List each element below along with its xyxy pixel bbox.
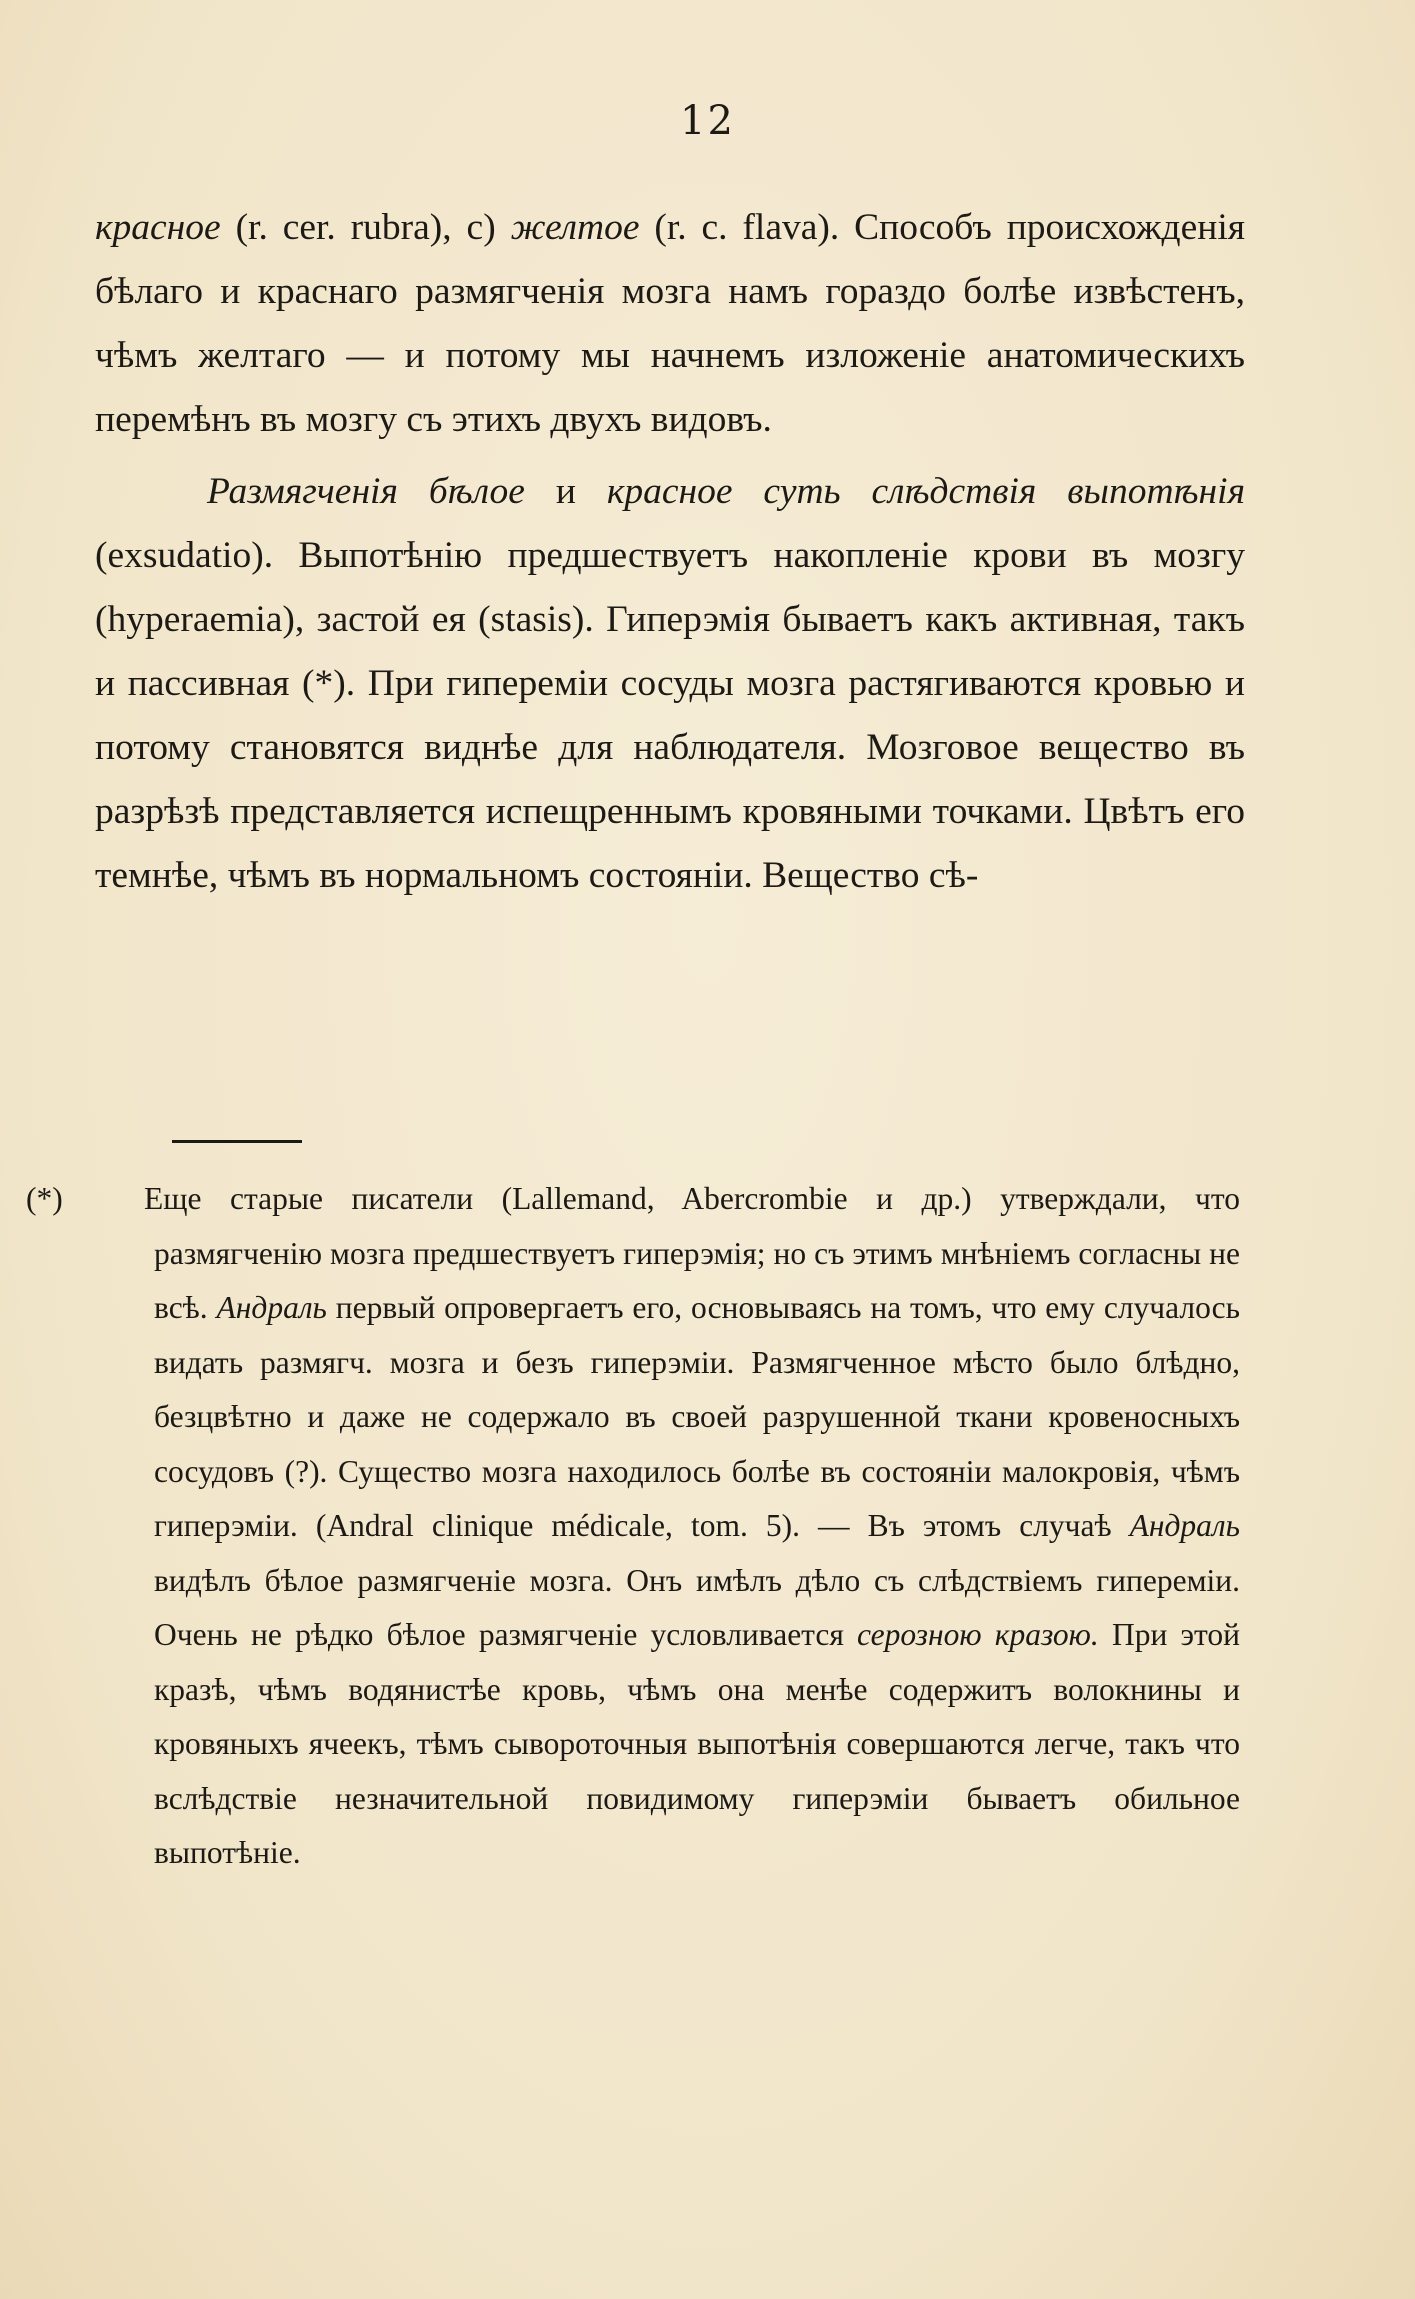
paragraph-2 <box>95 460 1245 908</box>
text-run: (r. cer. rubra), c) <box>220 207 511 248</box>
italic-term: серозною кразою. <box>857 1617 1099 1652</box>
italic-term: красное суть слѣдствія выпотѣнія <box>606 471 1246 512</box>
text-run: (exsudatio). Выпотѣнію предшествуетъ накопленіе крови въ мозгу (hyperaemia), застой ея (stasis). Гиперэмія бываетъ какъ активная, такъ и пассивная (*). При гипереміи сосуды мозга растягиваются кровью и потому становятся виднѣе для наблюдателя. Мозговое вещество въ разрѣзѣ представляется испещреннымъ кровяными точками. Цвѣтъ его темнѣе, чѣмъ въ нормальномъ состояніи. Вещество сѣ- <box>95 535 1245 896</box>
italic-term: желтое <box>510 207 640 248</box>
text-run: (r. c. flava). Способъ происхожденія бѣлаго и краснаго размягченія мозга намъ гораздо болѣе извѣстенъ, чѣмъ желтаго — и потому мы начнемъ изложеніе анатомическихъ перемѣнъ въ мозгу съ этихъ двухъ видовъ. <box>95 207 1245 440</box>
text-run: видѣлъ бѣлое размягченіе мозга. Онъ имѣлъ дѣло съ слѣдствіемъ гипереміи. Очень не рѣдко бѣлое размягченіе условливается <box>154 1562 1240 1652</box>
footnote-body <box>26 1172 1240 1881</box>
footnote-divider <box>172 1140 302 1143</box>
text-run: первый опровергаетъ его, основываясь на томъ, что ему случалось видать размягч. мозга и безъ гиперэміи. Размягченное мѣсто было блѣдно, безцвѣтно и даже не содержало въ своей разрушенной ткани кровеносныхъ сосудовъ (?). Существо мозга находилось болѣе въ состояніи малокровія, чѣмъ гиперэміи. (Andral clinique médicale, tom. 5). — Въ этомъ случаѣ <box>154 1290 1240 1543</box>
italic-name: Андраль <box>216 1290 327 1325</box>
page-number: 12 <box>680 98 735 144</box>
main-text <box>95 196 1245 908</box>
italic-name: Андраль <box>1129 1508 1240 1543</box>
footnote <box>26 1172 1240 1881</box>
text-run: При этой кразѣ, чѣмъ водянистѣе кровь, чѣмъ она менѣе содержитъ волокнины и кровяныхъ ячеекъ, тѣмъ сывороточныя выпотѣнія совершаются легче, такъ что вслѣдствіе незначительной повидимому гиперэміи бываетъ обильное выпотѣніе. <box>154 1617 1240 1870</box>
paragraph-1 <box>95 196 1245 452</box>
italic-term: красное <box>95 207 221 248</box>
text-run: и <box>524 471 607 512</box>
italic-term: Размягченія бѣлое <box>207 471 525 512</box>
footnote-marker: (*) <box>26 1181 63 1216</box>
text-run: Еще старые писатели (Lallemand, Abercrombie и др.) утверждали, что размягченію мозга предшествуетъ гиперэмія; но съ этимъ мнѣніемъ согласны не всѣ. <box>144 1181 1240 1325</box>
